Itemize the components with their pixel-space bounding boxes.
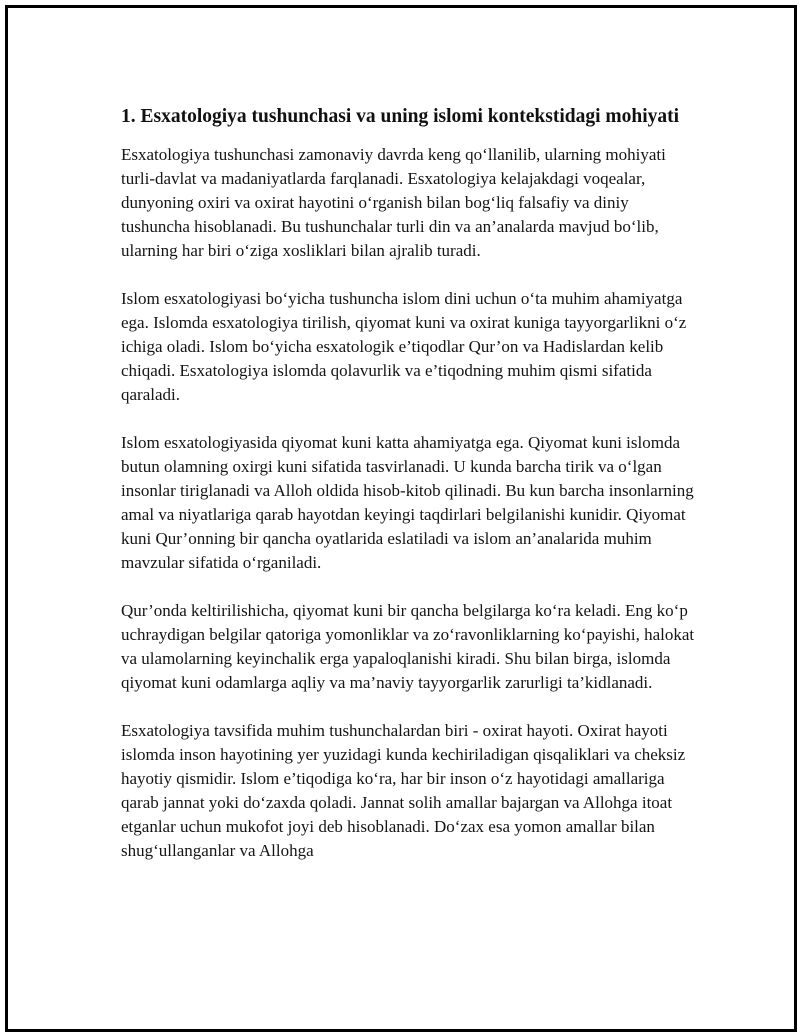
paragraph-3: Islom esxatologiyasida qiyomat kuni katta ahamiyatga ega. Qiyomat kuni islomda butun olamning oxirgi kuni sifatida tasvirlanadi. U kunda barcha tirik va o‘lgan insonlar tiriglanadi va Alloh oldida hisob-kitob qilinadi. Bu kun barcha insonlarning amal va niyatlariga qarab hayotdan keyingi taqdirlari belgilanishi kunidir. Qiyomat kuni Qur’onning bir qancha oyatlarida eslatiladi va islom an’analarida muhim mavzular sifatida o‘rganiladi. (121, 433, 694, 572)
paragraph-1: Esxatologiya tushunchasi zamonaviy davrda keng qo‘llanilib, ularning mohiyati turli-davlat va madaniyatlarda farqlanadi. Esxatologiya kelajakdagi voqealar, dunyoning oxiri va oxirat hayotini o‘rganish bilan bog‘liq falsafiy va diniy tushuncha hisoblanadi. Bu tushunchalar turli din va an’analarda mavjud bo‘lib, ularning har biri o‘ziga xosliklari bilan ajralib turadi. (121, 145, 666, 260)
paragraph-2: Islom esxatologiyasi bo‘yicha tushuncha islom dini uchun o‘ta muhim ahamiyatga ega. Islomda esxatologiya tirilish, qiyomat kuni va oxirat kuniga tayyorgarlikni o‘z ichiga oladi. Islom bo‘yicha esxatologik e’tiqodlar Qur’on va Hadislardan kelib chiqadi. Esxatologiya islomda qolavurlik va e’tiqodning muhim qismi sifatida qaraladi. (121, 289, 687, 404)
section-heading: 1. Esxatologiya tushunchasi va uning islomi kontekstidagi mohiyati (121, 106, 680, 127)
page-frame (5, 5, 797, 1032)
document-body (121, 104, 701, 887)
paragraph-5: Esxatologiya tavsifida muhim tushunchalardan biri - oxirat hayoti. Oxirat hayoti islomda inson hayotining yer yuzidagi kunda kechiriladigan qisqaliklari va cheksiz hayotiy qismidir. Islom e’tiqodiga ko‘ra, har bir inson o‘z hayotidagi amallariga qarab jannat yoki do‘zaxda qoladi. Jannat solih amallar bajargan va Allohga itoat etganlar uchun mukofot joyi deb hisoblanadi. Do‘zax esa yomon amallar bilan shug‘ullanganlar va Allohga (121, 721, 686, 860)
paragraph-4: Qur’onda keltirilishicha, qiyomat kuni bir qancha belgilarga ko‘ra keladi. Eng ko‘p uchraydigan belgilar qatoriga yomonliklar va zo‘ravonliklarning ko‘payishi, halokat va ulamolarning keyinchalik erga yapaloqlanishi kiradi. Shu bilan birga, islomda qiyomat kuni odamlarga aqliy va ma’naviy tayyorgarlik zarurligi ta’kidlanadi. (121, 601, 695, 692)
